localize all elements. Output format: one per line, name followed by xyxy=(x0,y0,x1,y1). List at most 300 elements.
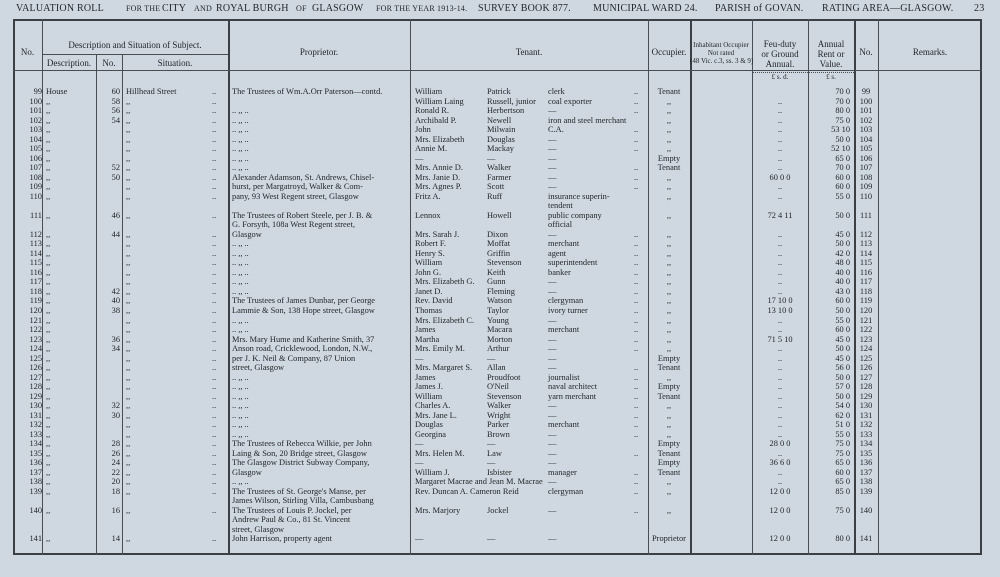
row-description: ,, xyxy=(46,344,51,354)
row-feu-duty: .. xyxy=(777,144,783,154)
row-description: ,, xyxy=(46,486,51,496)
row-situation: Hillhead Street xyxy=(126,87,177,96)
row-feu-duty: .. xyxy=(777,96,783,106)
row-situation: ,, xyxy=(126,420,131,430)
table-row xyxy=(0,106,1000,116)
row-tenant-surname: Walker xyxy=(487,401,511,411)
row-proprietor: .. ,, .. xyxy=(232,429,249,439)
row-tenant-first: Mrs. Emily M. xyxy=(415,344,465,354)
row-description: ,, xyxy=(46,372,51,382)
row-no: 104 xyxy=(29,134,42,144)
row-no-right: 126 xyxy=(859,363,873,373)
row-situation: ,, xyxy=(126,344,131,354)
table-row xyxy=(0,239,1000,249)
row-situation-dots: .. xyxy=(212,382,217,392)
row-no-right: 99 xyxy=(861,87,871,96)
row-proprietor: Anson road, Cricklewood, London, N.W., xyxy=(232,344,373,354)
row-tenant-surname: Taylor xyxy=(487,305,509,315)
row-situation: ,, xyxy=(126,363,131,373)
row-no: 116 xyxy=(29,267,42,277)
row-tenant-dots: .. xyxy=(634,96,639,106)
row-no-right: 134 xyxy=(859,439,873,449)
row-tenant-occupation: — xyxy=(548,277,557,287)
row-situation: ,, xyxy=(126,315,131,325)
row-no: 125 xyxy=(29,353,42,363)
row-tenant-first: Mrs. Elizabeth G. xyxy=(415,277,475,287)
row-situation-dots: .. xyxy=(212,334,217,344)
table-row xyxy=(0,192,1000,202)
row-tenant-dots: .. xyxy=(634,229,639,239)
table-row xyxy=(0,335,1000,345)
row-no: 115 xyxy=(29,258,42,268)
header-for-the: FOR THE xyxy=(126,4,161,13)
row-description: ,, xyxy=(46,420,51,430)
row-tenant-occupation: — xyxy=(548,429,557,439)
row-number: 20 xyxy=(111,477,120,487)
row-tenant-first: Mrs. Sarah J. xyxy=(415,229,460,239)
col-rent-2: Rent or xyxy=(817,49,845,59)
row-feu-duty: .. xyxy=(777,267,783,277)
row-annual-rent: 55 0 xyxy=(835,191,850,201)
row-no: 136 xyxy=(29,458,42,468)
row-tenant-occupation: yarn merchant xyxy=(548,391,597,401)
row-tenant-surname: — xyxy=(487,458,496,468)
row-annual-rent: 75 0 xyxy=(835,505,850,515)
row-feu-duty: 28 0 0 xyxy=(769,439,791,449)
row-description: House xyxy=(46,87,68,96)
row-proprietor: .. ,, .. xyxy=(232,420,249,430)
row-proprietor: The Trustees of St. George's Manse, per xyxy=(232,486,366,496)
row-annual-rent: 80 0 xyxy=(835,534,850,544)
row-no-right: 124 xyxy=(859,344,873,354)
table-row xyxy=(0,182,1000,192)
row-description: ,, xyxy=(46,229,51,239)
row-annual-rent: 80 0 xyxy=(835,106,850,116)
row-no: 133 xyxy=(29,429,42,439)
row-no-right: 101 xyxy=(859,106,873,116)
row-proprietor: G. Forsyth, 108a West Regent street, xyxy=(232,220,355,230)
row-feu-duty: .. xyxy=(777,153,783,163)
row-tenant-surname: — xyxy=(487,534,496,544)
row-situation-dots: .. xyxy=(212,134,217,144)
row-proprietor: .. ,, .. xyxy=(232,144,249,154)
row-no: 105 xyxy=(29,144,42,154)
row-tenant-dots: .. xyxy=(634,163,639,173)
row-tenant-occupation: — xyxy=(548,458,557,468)
row-proprietor: The Trustees of Louis P. Jockel, per xyxy=(232,505,352,515)
row-feu-duty: .. xyxy=(777,315,783,325)
row-tenant-surname: Isbister xyxy=(487,467,512,477)
table-row xyxy=(0,154,1000,164)
row-occupier: Tenant xyxy=(657,363,681,373)
header-title: VALUATION ROLL xyxy=(16,3,104,14)
row-proprietor: .. ,, .. xyxy=(232,372,249,382)
row-no-right: 131 xyxy=(859,410,873,420)
table-row xyxy=(0,392,1000,402)
row-tenant-first: Mrs. Janie D. xyxy=(415,172,461,182)
row-tenant-surname: Walker xyxy=(487,163,511,173)
row-tenant-first: Robert F. xyxy=(415,239,446,249)
row-tenant-first: Mrs. Annie D. xyxy=(415,163,463,173)
row-proprietor: Mrs. Mary Hume and Katherine Smith, 37 xyxy=(232,334,375,344)
row-situation-dots: .. xyxy=(212,267,217,277)
row-tenant-first: Mrs. Elizabeth C. xyxy=(415,315,475,325)
row-annual-rent: 55 0 xyxy=(835,315,850,325)
col-feu-2: or Ground xyxy=(761,49,799,59)
row-no-right: 120 xyxy=(859,305,873,315)
row-no: 132 xyxy=(29,420,42,430)
row-no-right: 102 xyxy=(859,115,873,125)
row-feu-duty: 36 6 0 xyxy=(769,458,791,468)
row-tenant-surname: Macara xyxy=(487,325,513,335)
row-number: 44 xyxy=(111,229,120,239)
row-no: 102 xyxy=(29,115,42,125)
row-description: ,, xyxy=(46,286,51,296)
row-occupier: ,, xyxy=(666,334,672,344)
row-proprietor: Laing & Son, 20 Bridge street, Glasgow xyxy=(232,448,367,458)
row-number: 34 xyxy=(111,344,120,354)
table-row xyxy=(0,477,1000,487)
row-occupier: Empty xyxy=(657,153,681,163)
row-feu-duty: 17 10 0 xyxy=(767,296,793,306)
row-tenant-dots: .. xyxy=(634,401,639,411)
row-feu-duty: 13 10 0 xyxy=(767,305,793,315)
row-no: 120 xyxy=(29,305,42,315)
row-tenant-occupation: clerk xyxy=(548,87,565,96)
col-inhab-1: Inhabitant Occupier xyxy=(693,41,749,49)
row-occupier: Tenant xyxy=(657,467,681,477)
row-no-right: 129 xyxy=(859,391,873,401)
table-row xyxy=(0,287,1000,297)
row-no: 100 xyxy=(29,96,42,106)
row-occupier: ,, xyxy=(666,239,672,249)
row-number: 36 xyxy=(111,334,120,344)
row-description: ,, xyxy=(46,353,51,363)
row-feu-duty: .. xyxy=(777,401,783,411)
table-row xyxy=(0,506,1000,516)
row-tenant-surname: Newell xyxy=(487,115,512,125)
header-ward: MUNICIPAL WARD 24. xyxy=(593,3,698,14)
row-tenant-occupation: insurance superin- xyxy=(548,191,610,201)
row-feu-duty: .. xyxy=(777,277,783,287)
row-no: 110 xyxy=(29,191,42,201)
row-situation: ,, xyxy=(126,353,131,363)
col-inhab-2: Not rated xyxy=(707,49,735,57)
row-no-right: 118 xyxy=(859,286,873,296)
row-occupier: ,, xyxy=(666,210,672,220)
row-occupier: Empty xyxy=(657,458,681,468)
table-row xyxy=(0,316,1000,326)
row-no: 117 xyxy=(29,277,42,287)
table-row xyxy=(0,144,1000,154)
row-annual-rent: 45 0 xyxy=(835,334,850,344)
row-feu-duty: .. xyxy=(777,410,783,420)
row-tenant-first: John G. xyxy=(415,267,442,277)
row-proprietor: James Wilson, Stirling Villa, Cambusbang xyxy=(232,496,374,506)
row-no: 121 xyxy=(29,315,42,325)
row-tenant-first: Douglas xyxy=(415,420,443,430)
table-row xyxy=(0,411,1000,421)
row-tenant-dots: .. xyxy=(634,134,639,144)
row-tenant-occupation: banker xyxy=(548,267,571,277)
row-proprietor: .. ,, .. xyxy=(232,401,249,411)
row-tenant-surname: Ruff xyxy=(487,191,503,201)
row-description: ,, xyxy=(46,296,51,306)
table-row xyxy=(0,306,1000,316)
row-occupier: ,, xyxy=(666,477,672,487)
row-proprietor: .. ,, .. xyxy=(232,106,249,116)
row-proprietor: The Trustees of Robert Steele, per J. B. & xyxy=(232,210,373,220)
row-occupier: ,, xyxy=(666,258,672,268)
row-situation-dots: .. xyxy=(212,410,217,420)
row-proprietor: .. ,, .. xyxy=(232,258,249,268)
row-occupier: Tenant xyxy=(657,448,681,458)
table-row xyxy=(0,525,1000,535)
row-proprietor: John Harrison, property agent xyxy=(232,534,333,544)
row-annual-rent: 55 0 xyxy=(835,429,850,439)
row-occupier: Tenant xyxy=(657,163,681,173)
row-tenant-first: Margaret Macrae and Jean M. Macrae xyxy=(415,477,543,487)
row-feu-duty: .. xyxy=(777,448,783,458)
row-tenant-dots: .. xyxy=(634,325,639,335)
row-feu-duty: 71 5 10 xyxy=(767,334,793,344)
row-tenant-occupation: journalist xyxy=(548,372,580,382)
row-tenant-first: — xyxy=(415,439,424,449)
row-tenant-first: Charles A. xyxy=(415,401,451,411)
row-no-right: 100 xyxy=(859,96,873,106)
row-no: 111 xyxy=(30,210,42,220)
row-no: 99 xyxy=(33,87,42,96)
row-proprietor: .. ,, .. xyxy=(232,315,249,325)
row-number: 56 xyxy=(111,106,120,116)
row-tenant-surname: Patrick xyxy=(487,87,511,96)
row-no-right: 132 xyxy=(859,420,873,430)
table-row xyxy=(0,249,1000,259)
row-situation-dots: .. xyxy=(212,486,217,496)
row-no: 126 xyxy=(29,363,42,373)
row-proprietor: The Trustees of Rebecca Wilkie, per John xyxy=(232,439,372,449)
row-tenant-dots: .. xyxy=(634,372,639,382)
row-no: 141 xyxy=(29,534,42,544)
row-description: ,, xyxy=(46,153,51,163)
row-no: 139 xyxy=(29,486,42,496)
row-situation-dots: .. xyxy=(212,229,217,239)
row-situation-dots: .. xyxy=(212,401,217,411)
row-situation: ,, xyxy=(126,534,131,544)
row-description: ,, xyxy=(46,467,51,477)
row-no-right: 114 xyxy=(859,248,873,258)
row-tenant-dots: .. xyxy=(634,296,639,306)
row-tenant-surname: Morton xyxy=(487,334,513,344)
row-annual-rent: 57 0 xyxy=(835,382,850,392)
row-number: 18 xyxy=(111,486,120,496)
row-tenant-surname: Proudfoot xyxy=(487,372,521,382)
row-tenant-dots: .. xyxy=(634,182,639,192)
row-no-right: 111 xyxy=(860,210,872,220)
row-description: ,, xyxy=(46,534,51,544)
header-parish: PARISH of GOVAN. xyxy=(715,3,804,14)
row-situation: ,, xyxy=(126,229,131,239)
row-situation: ,, xyxy=(126,172,131,182)
row-proprietor: Alexander Adamson, St. Andrews, Chisel- xyxy=(232,172,375,182)
row-tenant-first: Mrs. Agnes P. xyxy=(415,182,462,192)
row-description: ,, xyxy=(46,505,51,515)
row-situation: ,, xyxy=(126,115,131,125)
row-tenant-first: — xyxy=(415,458,424,468)
row-tenant-dots: .. xyxy=(634,248,639,258)
row-number: 50 xyxy=(111,172,120,182)
row-occupier: ,, xyxy=(666,410,672,420)
row-feu-duty: .. xyxy=(777,182,783,192)
row-no: 123 xyxy=(29,334,42,344)
table-row xyxy=(0,116,1000,126)
row-annual-rent: 60 0 xyxy=(835,467,850,477)
row-tenant-occupation: coal exporter xyxy=(548,96,592,106)
row-tenant-first: Mrs. Elizabeth xyxy=(415,134,465,144)
row-occupier: Tenant xyxy=(657,87,681,96)
row-occupier: ,, xyxy=(666,267,672,277)
row-proprietor: The Trustees of Wm.A.Orr Paterson—contd. xyxy=(232,87,383,96)
row-proprietor: .. ,, .. xyxy=(232,115,249,125)
row-tenant-dots: .. xyxy=(634,277,639,287)
row-proprietor: .. ,, .. xyxy=(232,286,249,296)
row-tenant-dots: .. xyxy=(634,505,639,515)
row-situation-dots: .. xyxy=(212,353,217,363)
table-row xyxy=(0,373,1000,383)
row-no: 127 xyxy=(29,372,42,382)
row-feu-duty: .. xyxy=(777,372,783,382)
row-tenant-occupation: clergyman xyxy=(548,486,584,496)
row-tenant-occupation: merchant xyxy=(548,325,580,335)
row-tenant-first: Rev. Duncan A. Cameron Reid xyxy=(415,486,519,496)
row-tenant-dots: .. xyxy=(634,315,639,325)
row-no-right: 106 xyxy=(859,153,873,163)
table-row xyxy=(0,382,1000,392)
row-no-right: 117 xyxy=(859,277,873,287)
row-tenant-dots: .. xyxy=(634,391,639,401)
row-situation: ,, xyxy=(126,267,131,277)
row-situation: ,, xyxy=(126,144,131,154)
row-proprietor: per J. K. Neil & Company, 87 Union xyxy=(232,353,356,363)
row-tenant-surname: Jockel xyxy=(487,505,509,515)
row-annual-rent: 50 0 xyxy=(835,239,850,249)
row-proprietor: .. ,, .. xyxy=(232,410,249,420)
row-number: 32 xyxy=(111,401,120,411)
row-situation: ,, xyxy=(126,258,131,268)
row-proprietor: .. ,, .. xyxy=(232,267,249,277)
row-situation: ,, xyxy=(126,96,131,106)
row-tenant-first: Janet D. xyxy=(415,286,443,296)
row-number: 26 xyxy=(111,448,120,458)
row-no: 108 xyxy=(29,172,42,182)
row-feu-duty: .. xyxy=(777,115,783,125)
row-annual-rent: 50 0 xyxy=(835,210,850,220)
row-description: ,, xyxy=(46,477,51,487)
row-tenant-occupation: — xyxy=(548,334,557,344)
row-tenant-occupation: — xyxy=(548,106,557,116)
row-occupier: ,, xyxy=(666,248,672,258)
row-tenant-occupation: tendent xyxy=(548,201,573,211)
row-description: ,, xyxy=(46,182,51,192)
row-occupier: ,, xyxy=(666,486,672,496)
row-tenant-first: William xyxy=(415,391,443,401)
row-tenant-occupation: — xyxy=(548,363,557,373)
row-occupier: ,, xyxy=(666,325,672,335)
row-occupier: Tenant xyxy=(657,391,681,401)
row-situation-dots: .. xyxy=(212,144,217,154)
row-tenant-occupation: — xyxy=(548,134,557,144)
row-tenant-surname: Brown xyxy=(487,429,510,439)
row-feu-duty: .. xyxy=(777,191,783,201)
row-tenant-dots: .. xyxy=(634,172,639,182)
row-situation: ,, xyxy=(126,163,131,173)
row-situation: ,, xyxy=(126,429,131,439)
row-no-right: 113 xyxy=(859,239,873,249)
row-situation-dots: .. xyxy=(212,325,217,335)
row-no: 131 xyxy=(29,410,42,420)
row-occupier: ,, xyxy=(666,401,672,411)
col-rent-3: Value. xyxy=(819,59,843,69)
row-situation-dots: .. xyxy=(212,239,217,249)
table-row xyxy=(0,211,1000,221)
row-number: 38 xyxy=(111,305,120,315)
row-situation: ,, xyxy=(126,210,131,220)
col-situation: Situation. xyxy=(157,58,193,68)
row-occupier: ,, xyxy=(666,344,672,354)
row-situation: ,, xyxy=(126,477,131,487)
row-no: 122 xyxy=(29,325,42,335)
row-description: ,, xyxy=(46,125,51,135)
row-number: 46 xyxy=(111,210,120,220)
row-tenant-surname: Allan xyxy=(487,363,506,373)
col-desc-group: Description and Situation of Subject. xyxy=(68,40,202,50)
row-tenant-occupation: — xyxy=(548,344,557,354)
row-tenant-first: Annie M. xyxy=(415,144,448,154)
row-situation: ,, xyxy=(126,334,131,344)
row-proprietor: The Glasgow District Subway Company, xyxy=(232,458,370,468)
row-tenant-first: Georgina xyxy=(415,429,447,439)
row-annual-rent: 65 0 xyxy=(835,153,850,163)
row-no-right: 125 xyxy=(859,353,873,363)
col-inhab-3: (48 Vic. c.3, ss. 3 & 9) xyxy=(690,57,754,65)
table-row xyxy=(0,173,1000,183)
row-tenant-occupation: — xyxy=(548,172,557,182)
row-annual-rent: 85 0 xyxy=(835,486,850,496)
row-tenant-first: Ronald R. xyxy=(415,106,449,116)
row-feu-duty: .. xyxy=(777,363,783,373)
row-tenant-occupation: — xyxy=(548,477,557,487)
row-situation-dots: .. xyxy=(212,448,217,458)
row-tenant-surname: Herbertson xyxy=(487,106,525,116)
row-no-right: 112 xyxy=(859,229,873,239)
row-tenant-occupation: — xyxy=(548,144,557,154)
row-no: 130 xyxy=(29,401,42,411)
row-annual-rent: 50 0 xyxy=(835,134,850,144)
row-feu-duty: 72 4 11 xyxy=(767,210,793,220)
col-no3: No. xyxy=(859,47,873,57)
row-situation: ,, xyxy=(126,439,131,449)
row-feu-duty: .. xyxy=(777,106,783,116)
row-feu-duty: .. xyxy=(777,353,783,363)
table-row xyxy=(0,258,1000,268)
row-feu-duty: .. xyxy=(777,382,783,392)
row-no: 138 xyxy=(29,477,42,487)
row-description: ,, xyxy=(46,410,51,420)
header-and: AND xyxy=(194,4,212,13)
row-situation: ,, xyxy=(126,382,131,392)
row-no-right: 121 xyxy=(859,315,873,325)
row-number: 54 xyxy=(111,115,120,125)
